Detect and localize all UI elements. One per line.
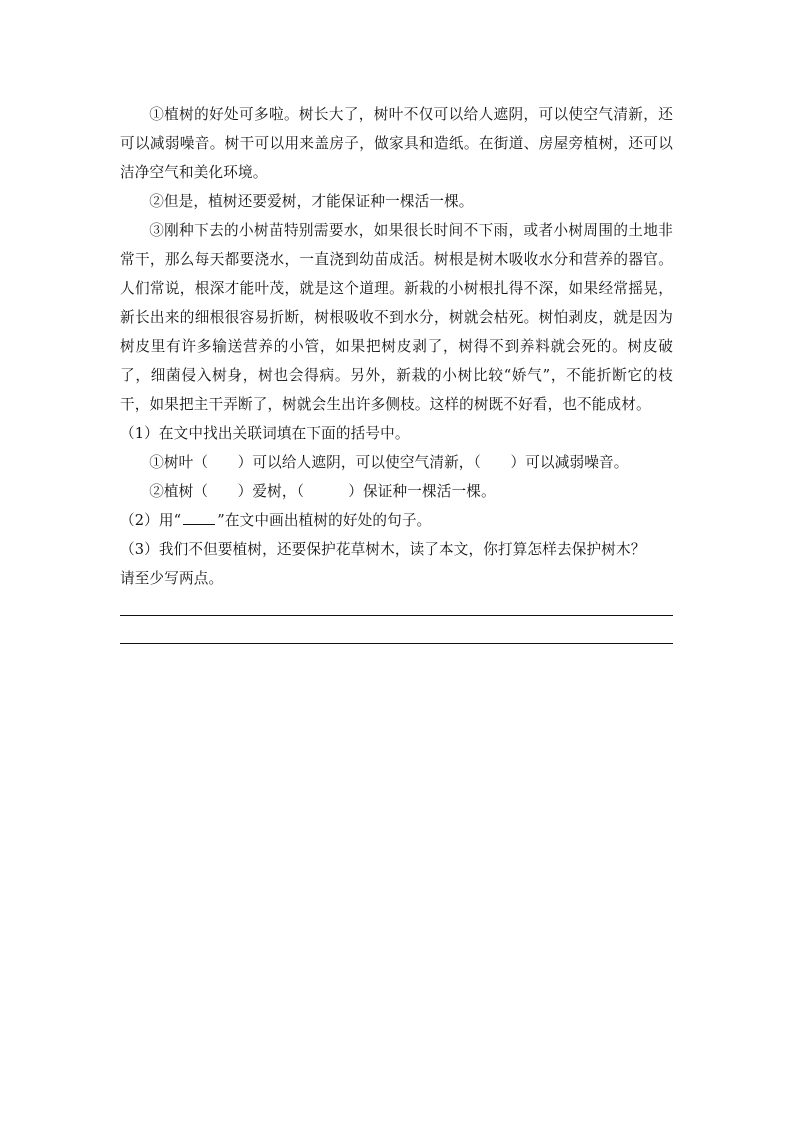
question-3-line-2: 请至少写两点。	[120, 570, 224, 587]
question-3	[120, 535, 673, 593]
answer-line-2[interactable]	[120, 643, 673, 644]
underline-mark	[183, 510, 215, 525]
answer-area[interactable]	[120, 615, 673, 644]
question-1-item-1[interactable]: ①树叶（ ）可以给人遮阴，可以使空气清新，（ ）可以减弱噪音。	[149, 454, 629, 471]
passage-paragraph-1: ①植树的好处可多啦。树长大了，树叶不仅可以给人遮阴，可以使空气清新，还可以减弱噪音。树干可以用来盖房子，做家具和造纸。在街道、房屋旁植树，还可以洁净空气和美化环境。	[120, 106, 673, 181]
passage-paragraph-3: ③刚种下去的小树苗特别需要水，如果很长时间不下雨，或者小树周围的土地非常干，那么每天都要浇水，一直浇到幼苗成活。树根是树木吸收水分和营养的器官。人们常说，根深才能叶茂，就是这个道理。新栽的小树根扎得不深，如果经常摇晃，新长出来的细根很容易折断，树根吸收不到水分，树就会枯死。树怕剥皮，就是因为树皮里有许多输送营养的小管，如果把树皮剥了，树得不到养料就会死的。树皮破了，细菌侵入树身，树也会得病。另外，新栽的小树比较“娇气”，不能折断它的枝干，如果把主干弄断了，树就会生出许多侧枝。这样的树既不好看，也不能成材。	[120, 222, 673, 413]
question-2	[120, 506, 673, 535]
question-1-stem: （1）在文中找出关联词填在下面的括号中。	[120, 425, 410, 442]
passage-paragraph-2: ②但是，植树还要爱树，才能保证种一棵活一棵。	[149, 193, 474, 210]
question-2-prefix: （2）用“	[120, 512, 182, 529]
question-3-line-1: （3）我们不但要植树，还要保护花草树木，读了本文，你打算怎样去保护树木？	[120, 541, 646, 558]
answer-line-1[interactable]	[120, 615, 673, 616]
question-1	[120, 419, 673, 506]
question-1-item-2[interactable]: ②植树（ ）爱树，（ ）保证种一棵活一棵。	[149, 483, 496, 500]
question-2-suffix: ”在文中画出植树的好处的句子。	[217, 512, 432, 529]
reading-passage-section	[120, 100, 673, 644]
